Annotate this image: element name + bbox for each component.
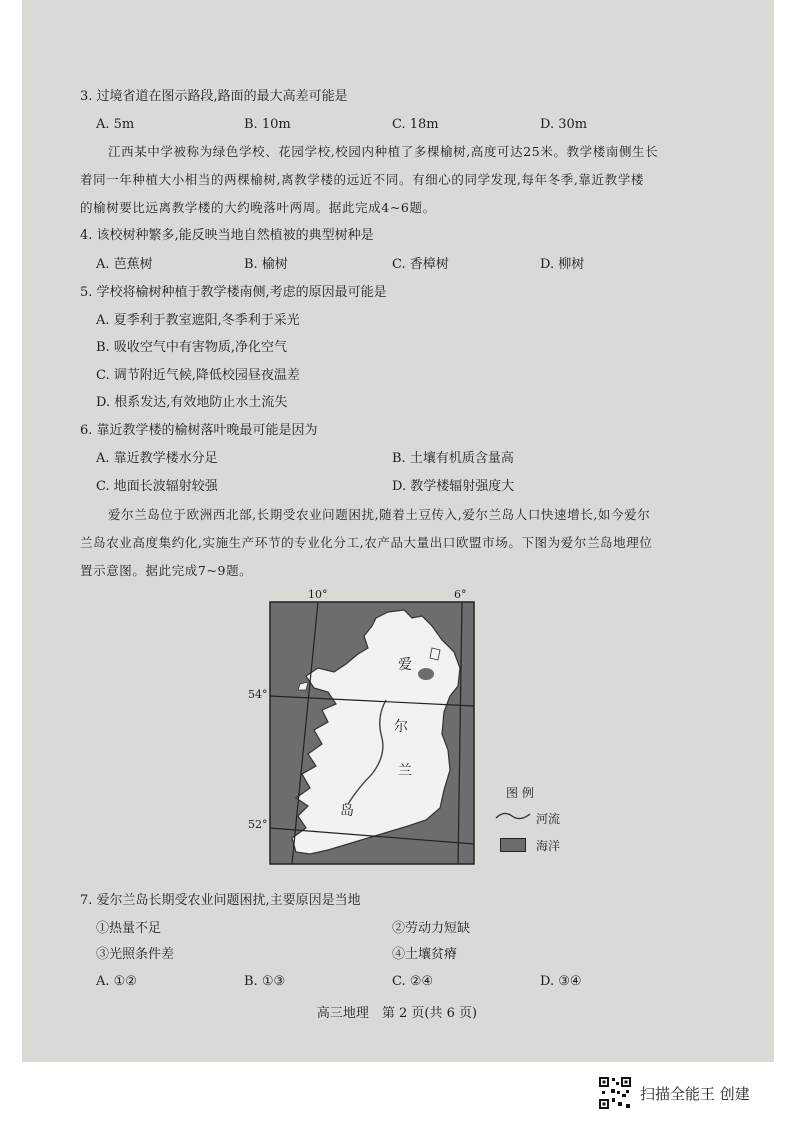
q7-item-4: ④土壤贫瘠 — [392, 947, 458, 962]
passage1-line-3: 的榆树要比远离教学楼的大约晚落叶两周。据此完成4~6题。 — [80, 200, 436, 215]
qr-code-icon — [598, 1076, 632, 1110]
q6-option-b: B. 土壤有机质含量高 — [392, 451, 514, 466]
q6-option-d: D. 教学楼辐射强度大 — [392, 479, 515, 494]
passage1-line-1: 江西某中学被称为绿色学校、花园学校,校园内种植了多棵榆树,高度可达25米。教学楼南侧生长 — [108, 144, 659, 159]
q4-option-a: A. 芭蕉树 — [96, 257, 153, 272]
lake — [418, 668, 434, 680]
q4-option-b: B. 榆树 — [244, 257, 288, 272]
scanner-label: 扫描全能王 创建 — [640, 1084, 750, 1103]
q7-option-d: D. ③④ — [540, 974, 582, 989]
q5-stem: 5. 学校将榆树种植于教学楼南侧,考虑的原因最可能是 — [80, 285, 387, 300]
island-char-1: 爱 — [398, 657, 412, 673]
q3-option-c: C. 18m — [392, 117, 439, 132]
q4-option-c: C. 香樟树 — [392, 257, 449, 272]
q6-option-a: A. 靠近教学楼水分足 — [96, 451, 218, 466]
q7-stem: 7. 爱尔兰岛长期受农业问题困扰,主要原因是当地 — [80, 893, 361, 908]
q6-stem: 6. 靠近教学楼的榆树落叶晚最可能是因为 — [80, 423, 318, 438]
page-footer: 高三地理 第 2 页(共 6 页) — [316, 1006, 478, 1021]
scanner-watermark — [598, 1075, 750, 1111]
q5-option-d: D. 根系发达,有效地防止水土流失 — [96, 395, 288, 410]
q7-option-a: A. ①② — [96, 974, 137, 989]
lon-label-6: 6° — [454, 588, 467, 601]
q7-item-3: ③光照条件差 — [96, 947, 175, 962]
island-char-2: 尔 — [394, 719, 408, 735]
q6-option-c: C. 地面长波辐射较强 — [96, 479, 218, 494]
q7-item-2: ②劳动力短缺 — [392, 921, 471, 936]
q7-item-1: ①热量不足 — [96, 921, 162, 936]
q7-option-b: B. ①③ — [244, 974, 286, 989]
passage2-line-3: 置示意图。据此完成7~9题。 — [80, 563, 253, 578]
q3-option-a: A. 5m — [96, 117, 135, 132]
island-char-4: 岛 — [340, 803, 354, 819]
lon-label-10: 10° — [308, 588, 328, 601]
small-island — [430, 648, 440, 660]
q3-option-b: B. 10m — [244, 117, 291, 132]
island-char-3: 兰 — [398, 763, 412, 779]
passage1-line-2: 着同一年种植大小相当的两棵榆树,离教学楼的远近不同。有细心的同学发现,每年冬季,靠近教学楼 — [80, 172, 644, 187]
lat-label-54: 54° — [248, 688, 268, 701]
q7-option-c: C. ②④ — [392, 974, 434, 989]
q5-option-c: C. 调节附近气候,降低校园昼夜温差 — [96, 368, 300, 383]
q5-option-b: B. 吸收空气中有害物质,净化空气 — [96, 340, 287, 355]
river-legend-icon — [494, 808, 534, 824]
passage2-line-1: 爱尔兰岛位于欧洲西北部,长期受农业问题困扰,随着土豆传入,爱尔兰岛人口快速增长,如今爱尔 — [108, 507, 651, 522]
q4-stem: 4. 该校树种繁多,能反映当地自然植被的典型树种是 — [80, 228, 374, 243]
ireland-location-map — [236, 588, 596, 886]
legend-river: 河流 — [536, 812, 561, 826]
passage2-line-2: 兰岛农业高度集约化,实施生产环节的专业化分工,农产品大量出口欧盟市场。下图为爱尔兰岛地理位 — [80, 535, 653, 550]
ocean-legend-swatch — [500, 838, 526, 852]
lat-label-52: 52° — [248, 818, 268, 831]
legend-ocean: 海洋 — [536, 839, 561, 853]
q5-option-a: A. 夏季利于教室遮阳,冬季利于采光 — [96, 313, 300, 328]
legend-title: 图 例 — [506, 786, 534, 800]
q4-option-d: D. 柳树 — [540, 257, 585, 272]
q3-stem: 3. 过境省道在图示路段,路面的最大高差可能是 — [80, 89, 348, 104]
q3-option-d: D. 30m — [540, 117, 588, 132]
